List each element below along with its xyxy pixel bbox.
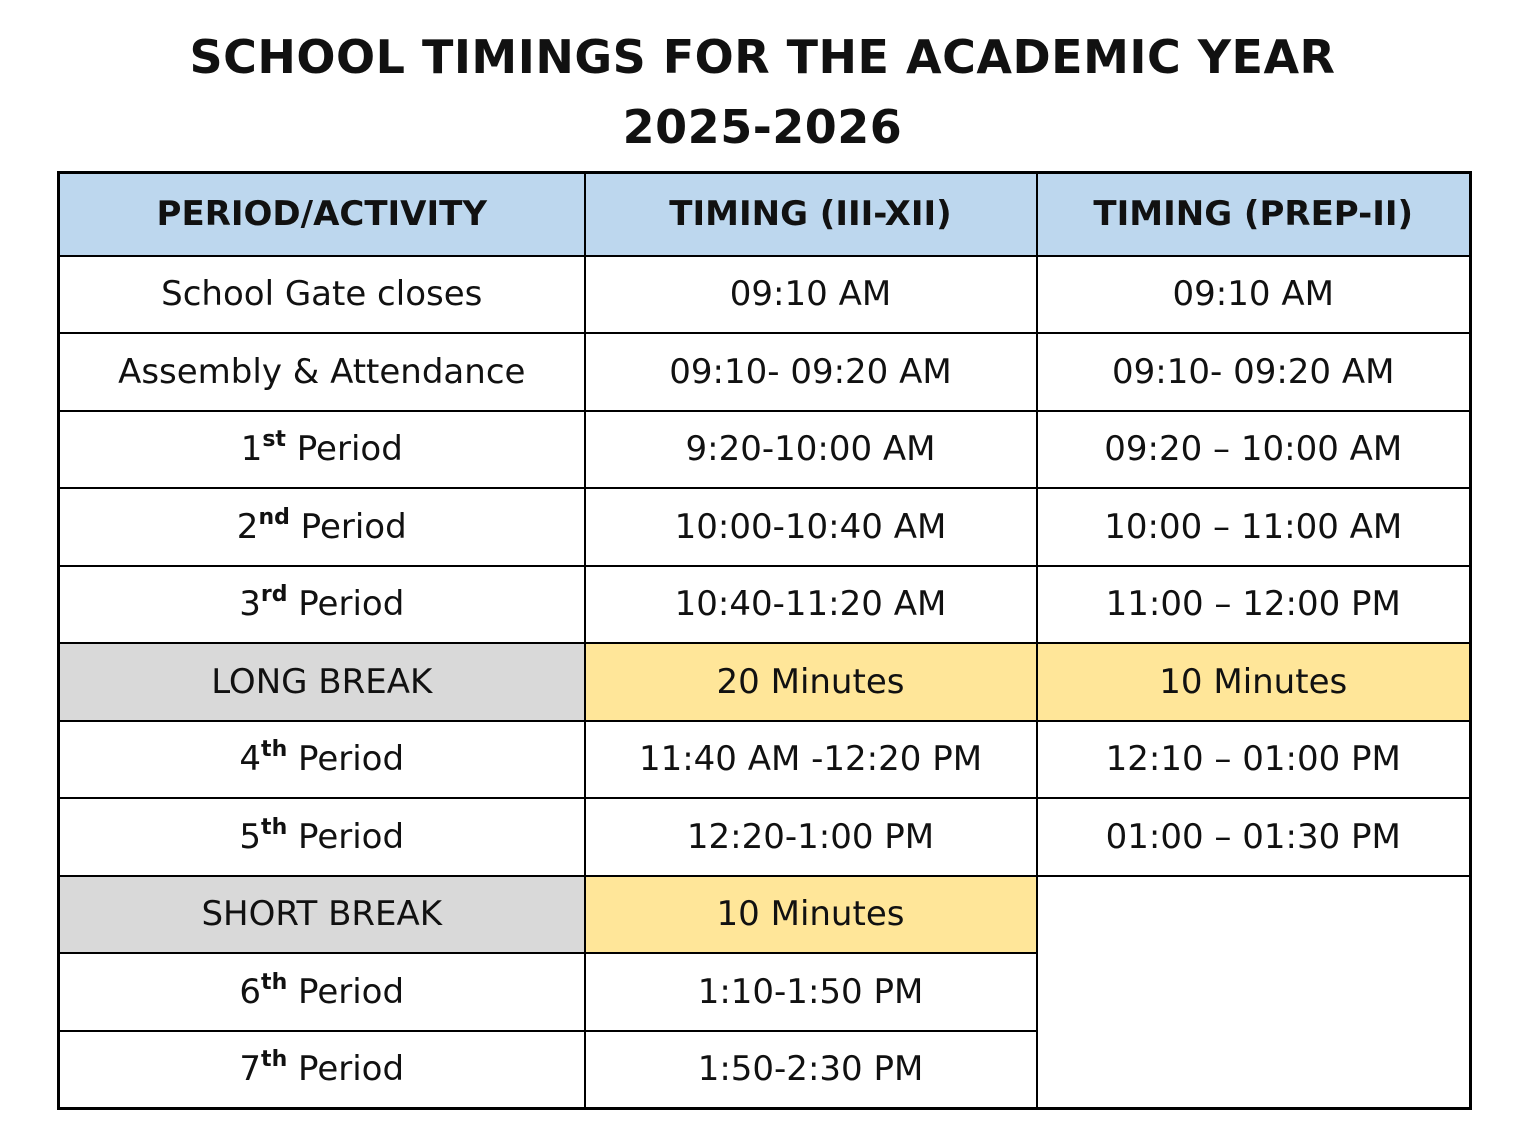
activity-cell xyxy=(59,798,585,876)
period-label: Period xyxy=(298,584,405,625)
period-label: Period xyxy=(298,1049,405,1089)
ordinal-suffix: th xyxy=(261,1047,288,1072)
timing-iii-xii-cell: 10:00-10:40 AM xyxy=(585,488,1037,566)
activity-cell xyxy=(59,953,585,1031)
activity-cell: School Gate closes xyxy=(59,256,585,334)
table-row xyxy=(59,333,1471,411)
table-row xyxy=(59,721,1471,799)
timing-prep-ii-cell: 09:10 AM xyxy=(1037,256,1471,334)
header-timing-prep-ii: TIMING (PREP-II) xyxy=(1037,173,1471,256)
period-number: 1 xyxy=(240,429,263,470)
page-title: SCHOOL TIMINGS FOR THE ACADEMIC YEAR xyxy=(189,30,1336,84)
period-label: Period xyxy=(296,429,403,470)
header-period-activity: PERIOD/ACTIVITY xyxy=(59,173,585,256)
short-break-label: SHORT BREAK xyxy=(59,876,585,954)
activity-cell xyxy=(59,721,585,799)
activity-cell xyxy=(59,1031,585,1109)
long-break-duration-iii-xii: 20 Minutes xyxy=(585,643,1037,721)
timing-iii-xii-cell: 1:10-1:50 PM xyxy=(585,953,1037,1031)
period-number: 7 xyxy=(239,1049,262,1089)
table-row-long-break xyxy=(59,643,1471,721)
long-break-duration-prep-ii: 10 Minutes xyxy=(1037,643,1471,721)
ordinal-suffix: rd xyxy=(260,582,288,608)
period-label: Period xyxy=(300,506,407,547)
period-number: 5 xyxy=(239,816,262,857)
table-header-row xyxy=(59,173,1471,256)
ordinal-suffix: th xyxy=(261,737,288,763)
timings-table xyxy=(57,171,1472,1110)
table-row xyxy=(59,488,1471,566)
timing-prep-ii-cell: 10:00 – 11:00 AM xyxy=(1037,488,1471,566)
table-row xyxy=(59,256,1471,334)
timing-iii-xii-cell: 10:40-11:20 AM xyxy=(585,566,1037,644)
table-row xyxy=(59,798,1471,876)
period-label: Period xyxy=(298,816,405,857)
ordinal-suffix: th xyxy=(261,814,288,840)
period-number: 3 xyxy=(239,584,261,625)
timing-iii-xii-cell: 1:50-2:30 PM xyxy=(585,1031,1037,1109)
long-break-label: LONG BREAK xyxy=(59,643,585,721)
timing-prep-ii-cell: 01:00 – 01:30 PM xyxy=(1037,798,1471,876)
academic-year: 2025-2026 xyxy=(622,100,903,154)
timing-iii-xii-cell: 12:20-1:00 PM xyxy=(585,798,1037,876)
period-number: 6 xyxy=(239,971,262,1012)
timing-prep-ii-cell: 09:20 – 10:00 AM xyxy=(1037,411,1471,489)
empty-prep-ii-cell xyxy=(1037,876,1471,1109)
timing-prep-ii-cell: 11:00 – 12:00 PM xyxy=(1037,566,1471,644)
activity-cell xyxy=(59,488,585,566)
activity-cell xyxy=(59,411,585,489)
activity-cell: Assembly & Attendance xyxy=(59,333,585,411)
table-row-short-break xyxy=(59,876,1471,954)
ordinal-suffix: th xyxy=(261,969,288,995)
timing-iii-xii-cell: 11:40 AM -12:20 PM xyxy=(585,721,1037,799)
timing-iii-xii-cell: 9:20-10:00 AM xyxy=(585,411,1037,489)
header-timing-iii-xii: TIMING (III-XII) xyxy=(585,173,1037,256)
table-row xyxy=(59,411,1471,489)
timing-prep-ii-cell: 09:10- 09:20 AM xyxy=(1037,333,1471,411)
timing-iii-xii-cell: 09:10 AM xyxy=(585,256,1037,334)
period-number: 2 xyxy=(236,506,259,547)
short-break-duration-iii-xii: 10 Minutes xyxy=(585,876,1037,954)
period-label: Period xyxy=(298,739,405,780)
ordinal-suffix: st xyxy=(262,427,286,453)
timing-prep-ii-cell: 12:10 – 01:00 PM xyxy=(1037,721,1471,799)
period-number: 4 xyxy=(239,739,262,780)
table-row xyxy=(59,566,1471,644)
timing-iii-xii-cell: 09:10- 09:20 AM xyxy=(585,333,1037,411)
period-label: Period xyxy=(298,971,405,1012)
ordinal-suffix: nd xyxy=(258,504,290,530)
activity-cell xyxy=(59,566,585,644)
